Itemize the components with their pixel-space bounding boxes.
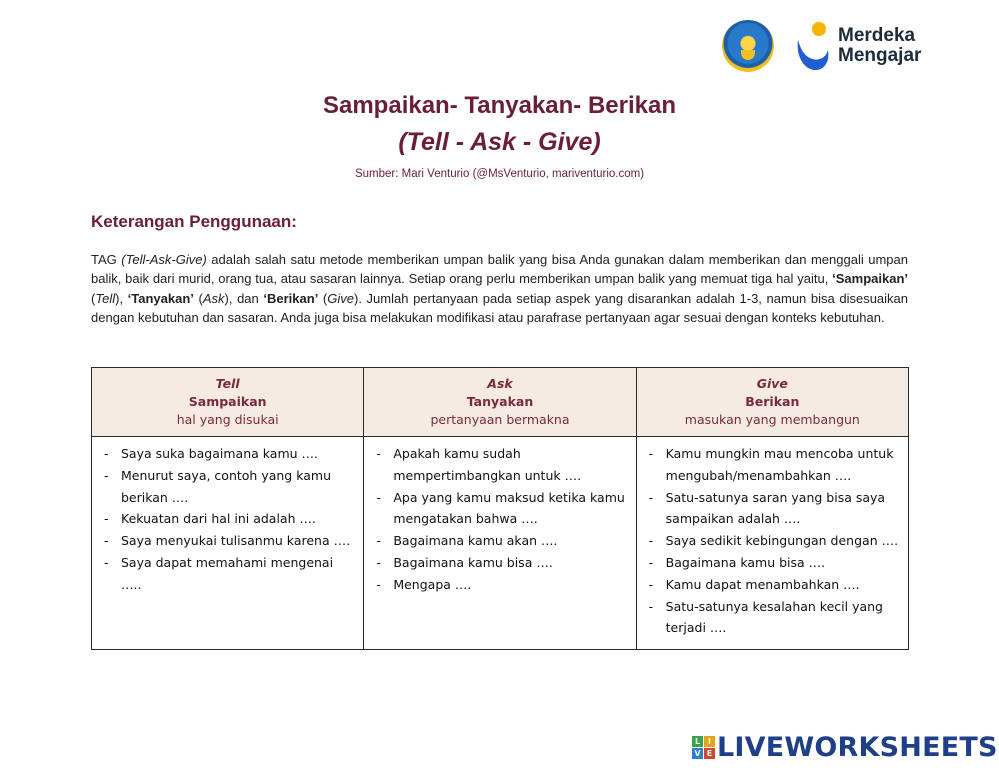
list-item: - Kamu dapat menambahkan …. [647, 574, 900, 596]
para-italic: Tell [95, 290, 116, 306]
para-italic: (Tell-Ask-Give) [121, 252, 207, 267]
para-text: ( [193, 290, 203, 306]
para-italic: Give [327, 290, 354, 306]
list-item: - Menurut saya, contoh yang kamu berikan …. [102, 465, 355, 509]
tell-cell [92, 437, 364, 650]
tag-table [91, 367, 909, 650]
list-item: - Saya menyukai tulisanmu karena …. [102, 530, 355, 552]
list-item: - Mengapa …. [374, 574, 627, 596]
description-paragraph [91, 250, 908, 328]
give-list [647, 443, 900, 639]
merdeka-mengajar-wordmark [838, 26, 921, 66]
list-item: - Saya dapat memahami mengenai ….. [102, 552, 355, 596]
liveworksheets-logo-icon [692, 736, 715, 759]
para-bold: ‘Tanyakan’ [127, 290, 194, 306]
list-item: - Saya sedikit kebingungan dengan …. [647, 530, 900, 552]
header-logos [722, 20, 921, 72]
para-text: ). Jumlah pertanyaan pada setiap aspek yang disarankan adalah 1-3, namun bisa disesuaikan dengan kebutuhan dan sasaran. Anda juga bisa melakukan modifikasi atau parafrase pertanyaan agar sesuai dengan konteks kebutuhan. [91, 290, 908, 326]
para-italic: Ask [202, 290, 225, 306]
column-title-id: Sampaikan [188, 394, 267, 409]
table-body-row [92, 437, 909, 650]
merdeka-mengajar-logo-icon [792, 20, 832, 72]
column-title-id: Tanyakan [466, 394, 534, 409]
list-item: - Kamu mungkin mau mencoba untuk mengubah/menambahkan …. [647, 443, 900, 487]
ask-cell [364, 437, 636, 650]
para-text: adalah salah satu metode memberikan umpan balik yang bisa Anda gunakan dalam memberikan dan menggali umpan balik, baik dari murid, orang tua, atau sasaran lainnya. Setiap orang perlu memberikan umpan balik yang memuat tiga hal yaitu, [91, 252, 908, 287]
column-description: hal yang disukai [176, 412, 279, 427]
column-title-id: Berikan [745, 394, 800, 409]
column-title-en: Ask [487, 376, 513, 391]
section-heading: Keterangan Penggunaan: [91, 212, 297, 231]
list-item: - Apa yang kamu maksud ketika kamu mengatakan bahwa …. [374, 487, 627, 531]
para-text: TAG [91, 252, 122, 267]
para-text: ( [318, 290, 328, 306]
liveworksheets-wordmark: LIVEWORKSHEETS [717, 732, 998, 763]
list-item: - Kekuatan dari hal ini adalah …. [102, 508, 355, 530]
tut-wuri-handayani-seal-icon [722, 20, 774, 72]
list-item: - Apakah kamu sudah mempertimbangkan untuk …. [374, 443, 627, 487]
table-header-row [92, 368, 909, 437]
para-text: ), [115, 290, 128, 306]
column-description: pertanyaan bermakna [430, 412, 570, 427]
list-item: - Saya suka bagaimana kamu …. [102, 443, 355, 465]
column-description: masukan yang membangun [684, 412, 860, 427]
column-header-ask [364, 368, 636, 437]
para-bold: ‘Berikan’ [263, 290, 319, 306]
tell-list [102, 443, 355, 596]
list-item: - Satu-satunya saran yang bisa saya sampaikan adalah …. [647, 487, 900, 531]
ask-list [374, 443, 627, 596]
liveworksheets-brand[interactable] [692, 732, 998, 763]
logo-letter: I [704, 736, 715, 747]
list-item: - Bagaimana kamu bisa …. [647, 552, 900, 574]
page-title: Sampaikan- Tanyakan- Berikan [322, 92, 677, 119]
para-text: ), dan [224, 290, 264, 306]
para-text: ( [91, 290, 96, 306]
list-item: - Bagaimana kamu bisa …. [374, 552, 627, 574]
give-cell [636, 437, 908, 650]
logo-letter: L [692, 736, 703, 747]
para-bold: ‘Sampaikan’ [832, 271, 908, 287]
column-header-tell [92, 368, 364, 437]
column-title-en: Give [756, 376, 788, 391]
source-credit: Sumber: Mari Venturio (@MsVenturio, mariventurio.com) [354, 168, 645, 180]
logo-letter: E [704, 748, 715, 759]
logo-text-line1: Merdeka [838, 25, 916, 46]
column-title-en: Tell [215, 376, 240, 391]
list-item: - Satu-satunya kesalahan kecil yang terjadi …. [647, 596, 900, 640]
logo-text-line2: Mengajar [838, 45, 922, 66]
column-header-give [636, 368, 908, 437]
list-item: - Bagaimana kamu akan …. [374, 530, 627, 552]
page-subtitle: (Tell - Ask - Give) [398, 128, 601, 156]
logo-letter: V [692, 748, 703, 759]
